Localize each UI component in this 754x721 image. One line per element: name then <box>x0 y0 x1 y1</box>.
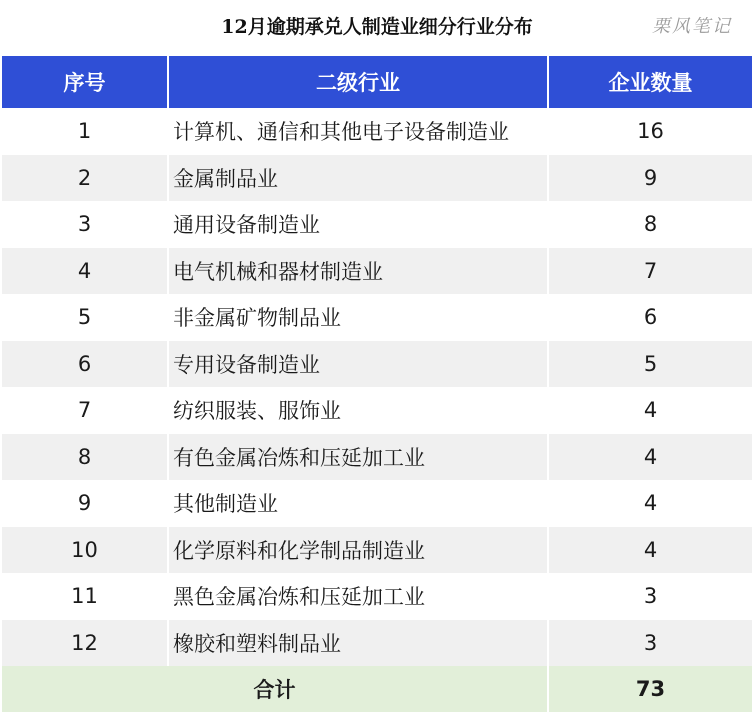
row-count: 5 <box>548 341 752 388</box>
row-industry: 橡胶和塑料制品业 <box>168 620 548 667</box>
header-count: 企业数量 <box>548 56 752 108</box>
table-row <box>2 155 752 202</box>
row-industry: 黑色金属冶炼和压延加工业 <box>168 573 548 620</box>
row-industry: 其他制造业 <box>168 480 548 527</box>
row-number: 7 <box>2 387 168 434</box>
table-row <box>2 294 752 341</box>
row-number: 10 <box>2 527 168 574</box>
table-row <box>2 480 752 527</box>
row-number: 11 <box>2 573 168 620</box>
row-number: 8 <box>2 434 168 481</box>
title-bar <box>0 0 754 56</box>
row-count: 8 <box>548 201 752 248</box>
row-number: 4 <box>2 248 168 295</box>
row-number: 5 <box>2 294 168 341</box>
table-row <box>2 527 752 574</box>
row-count: 9 <box>548 155 752 202</box>
row-industry: 金属制品业 <box>168 155 548 202</box>
total-value: 73 <box>548 666 752 712</box>
row-number: 6 <box>2 341 168 388</box>
row-count: 7 <box>548 248 752 295</box>
industry-table <box>2 56 752 712</box>
row-industry: 非金属矿物制品业 <box>168 294 548 341</box>
row-count: 4 <box>548 387 752 434</box>
header-no: 序号 <box>2 56 168 108</box>
row-count: 3 <box>548 620 752 667</box>
watermark-logo: 栗风笔记 <box>652 16 732 37</box>
row-count: 3 <box>548 573 752 620</box>
row-industry: 通用设备制造业 <box>168 201 548 248</box>
row-count: 6 <box>548 294 752 341</box>
row-number: 2 <box>2 155 168 202</box>
table-row <box>2 108 752 155</box>
header-industry: 二级行业 <box>168 56 548 108</box>
table-row <box>2 573 752 620</box>
table-row <box>2 341 752 388</box>
row-industry: 计算机、通信和其他电子设备制造业 <box>168 108 548 155</box>
row-count: 16 <box>548 108 752 155</box>
row-count: 4 <box>548 434 752 481</box>
table-body <box>2 108 752 666</box>
row-count: 4 <box>548 480 752 527</box>
table-row <box>2 248 752 295</box>
table-row <box>2 620 752 667</box>
row-industry: 纺织服装、服饰业 <box>168 387 548 434</box>
table-row <box>2 201 752 248</box>
table-title: 12月逾期承兑人制造业细分行业分布 <box>221 16 533 38</box>
row-number: 1 <box>2 108 168 155</box>
row-number: 12 <box>2 620 168 667</box>
table-row <box>2 387 752 434</box>
row-count: 4 <box>548 527 752 574</box>
row-industry: 化学原料和化学制品制造业 <box>168 527 548 574</box>
row-industry: 专用设备制造业 <box>168 341 548 388</box>
total-row <box>2 666 752 712</box>
row-industry: 有色金属冶炼和压延加工业 <box>168 434 548 481</box>
row-number: 3 <box>2 201 168 248</box>
row-industry: 电气机械和器材制造业 <box>168 248 548 295</box>
row-number: 9 <box>2 480 168 527</box>
total-label: 合计 <box>2 666 548 712</box>
header-row <box>2 56 752 108</box>
table-row <box>2 434 752 481</box>
